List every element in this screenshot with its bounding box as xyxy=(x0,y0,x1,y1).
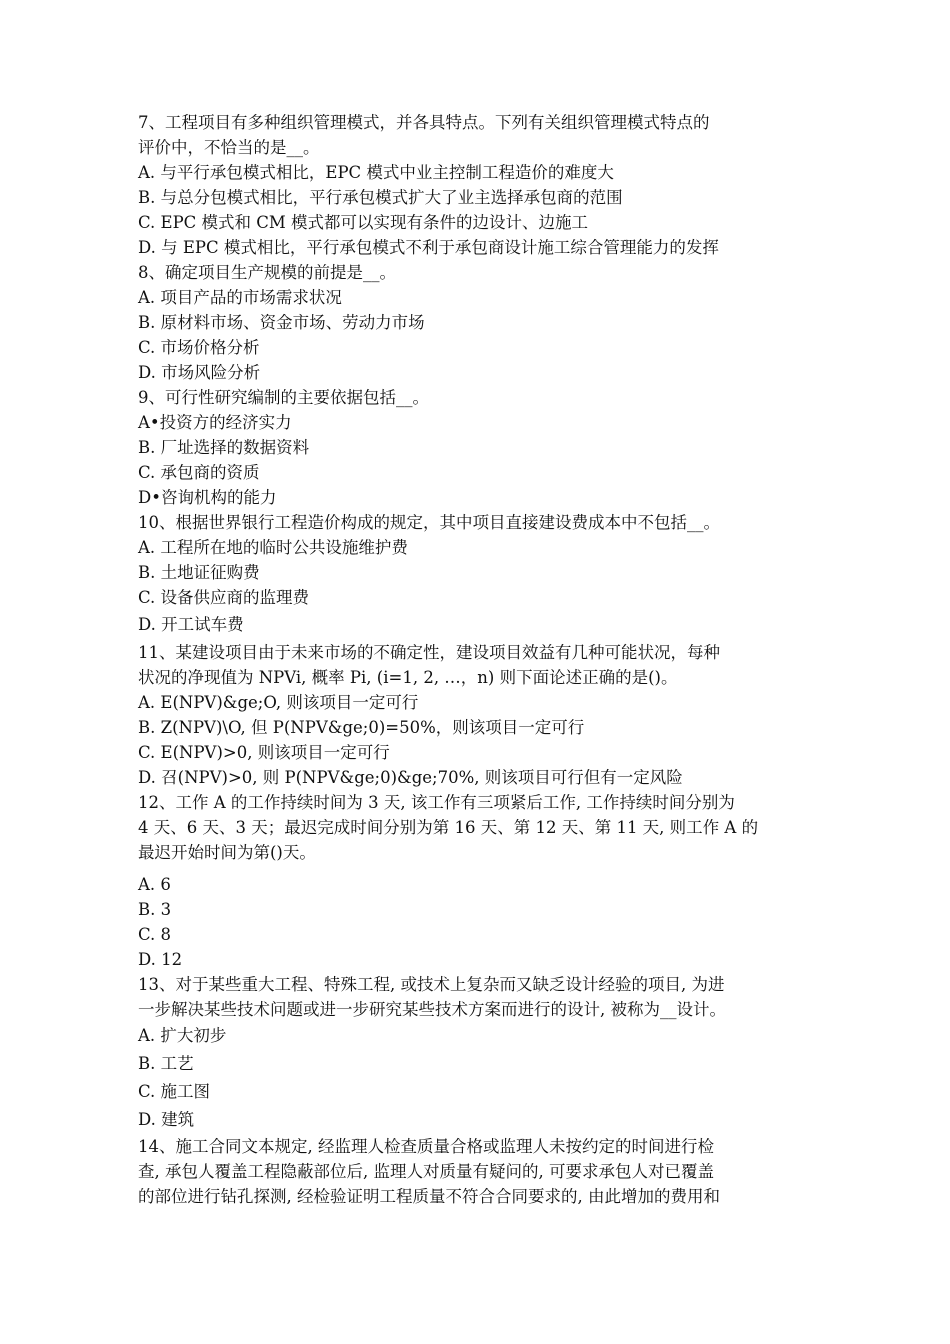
option: C. EPC 模式和 CM 模式都可以实现有条件的边设计、边施工 xyxy=(138,213,589,232)
question-12 xyxy=(138,790,814,972)
option: B. 工艺 xyxy=(138,1054,194,1073)
question-text: 14、施工合同文本规定, 经监理人检查质量合格或监理人未按约定的时间进行检 xyxy=(138,1137,714,1156)
question-7 xyxy=(138,110,814,260)
question-text: 13、对于某些重大工程、特殊工程, 或技术上复杂而又缺乏设计经验的项目, 为进 xyxy=(138,975,725,994)
question-13 xyxy=(138,972,814,1134)
question-text: 10、根据世界银行工程造价构成的规定，其中项目直接建设费成本中不包括__。 xyxy=(138,513,720,532)
question-text: 8、确定项目生产规模的前提是__。 xyxy=(138,263,396,282)
option: A. 扩大初步 xyxy=(138,1026,227,1045)
option: B. 土地证征购费 xyxy=(138,563,260,582)
document-page xyxy=(138,110,814,1209)
question-text: 11、某建设项目由于未来市场的不确定性，建设项目效益有几种可能状况，每种 xyxy=(138,643,720,662)
option: A. 项目产品的市场需求状况 xyxy=(138,288,342,307)
option: D. 12 xyxy=(138,950,183,969)
option: C. 施工图 xyxy=(138,1082,211,1101)
question-text: 最迟开始时间为第()天。 xyxy=(138,843,316,862)
question-text: 评价中，不恰当的是__。 xyxy=(138,138,320,157)
question-14 xyxy=(138,1134,814,1209)
option: B. 3 xyxy=(138,900,172,919)
question-text: 12、工作 A 的工作持续时间为 3 天, 该工作有三项紧后工作, 工作持续时间分别为 xyxy=(138,793,735,812)
option: A. 工程所在地的临时公共设施维护费 xyxy=(138,538,408,557)
option: A•投资方的经济实力 xyxy=(138,413,292,432)
question-text: 查, 承包人覆盖工程隐蔽部位后, 监理人对质量有疑问的, 可要求承包人对已覆盖 xyxy=(138,1162,714,1181)
question-10 xyxy=(138,510,814,640)
option: D. 与 EPC 模式相比，平行承包模式不利于承包商设计施工综合管理能力的发挥 xyxy=(138,238,719,257)
option: B. Z(NPV)\O, 但 P(NPV&ge;0)=50%，则该项目一定可行 xyxy=(138,718,585,737)
option: C. 设备供应商的监理费 xyxy=(138,588,310,607)
option: C. E(NPV)>0, 则该项目一定可行 xyxy=(138,743,390,762)
option: C. 8 xyxy=(138,925,172,944)
option: D. 市场风险分析 xyxy=(138,363,261,382)
question-9 xyxy=(138,385,814,510)
option: D. 建筑 xyxy=(138,1110,195,1129)
option: A. E(NPV)&ge;O, 则该项目一定可行 xyxy=(138,693,419,712)
option: B. 原材料市场、资金市场、劳动力市场 xyxy=(138,313,425,332)
option: D. 开工试车费 xyxy=(138,615,244,634)
question-text: 7、工程项目有多种组织管理模式，并各具特点。下列有关组织管理模式特点的 xyxy=(138,113,710,132)
question-text: 4 天、6 天、3 天；最迟完成时间分别为第 16 天、第 12 天、第 11 天, 则工作 A 的 xyxy=(138,818,759,837)
question-text: 9、可行性研究编制的主要依据包括__。 xyxy=(138,388,429,407)
question-text: 状况的净现值为 NPVi, 概率 Pi, (i=1, 2, …，n) 则下面论述正确的是()。 xyxy=(138,668,678,687)
option: D. 召(NPV)>0, 则 P(NPV&ge;0)&ge;70%, 则该项目可行但有一定风险 xyxy=(138,768,683,787)
option: D•咨询机构的能力 xyxy=(138,488,277,507)
question-text: 一步解决某些技术问题或进一步研究某些技术方案而进行的设计, 被称为__设计。 xyxy=(138,1000,726,1019)
option: C. 市场价格分析 xyxy=(138,338,260,357)
option: A. 6 xyxy=(138,875,171,894)
question-11 xyxy=(138,640,814,790)
option: B. 厂址选择的数据资料 xyxy=(138,438,310,457)
option: C. 承包商的资质 xyxy=(138,463,260,482)
option: B. 与总分包模式相比，平行承包模式扩大了业主选择承包商的范围 xyxy=(138,188,623,207)
option: A. 与平行承包模式相比，EPC 模式中业主控制工程造价的难度大 xyxy=(138,163,614,182)
question-8 xyxy=(138,260,814,385)
question-text: 的部位进行钻孔探测, 经检验证明工程质量不符合合同要求的, 由此增加的费用和 xyxy=(138,1187,720,1206)
